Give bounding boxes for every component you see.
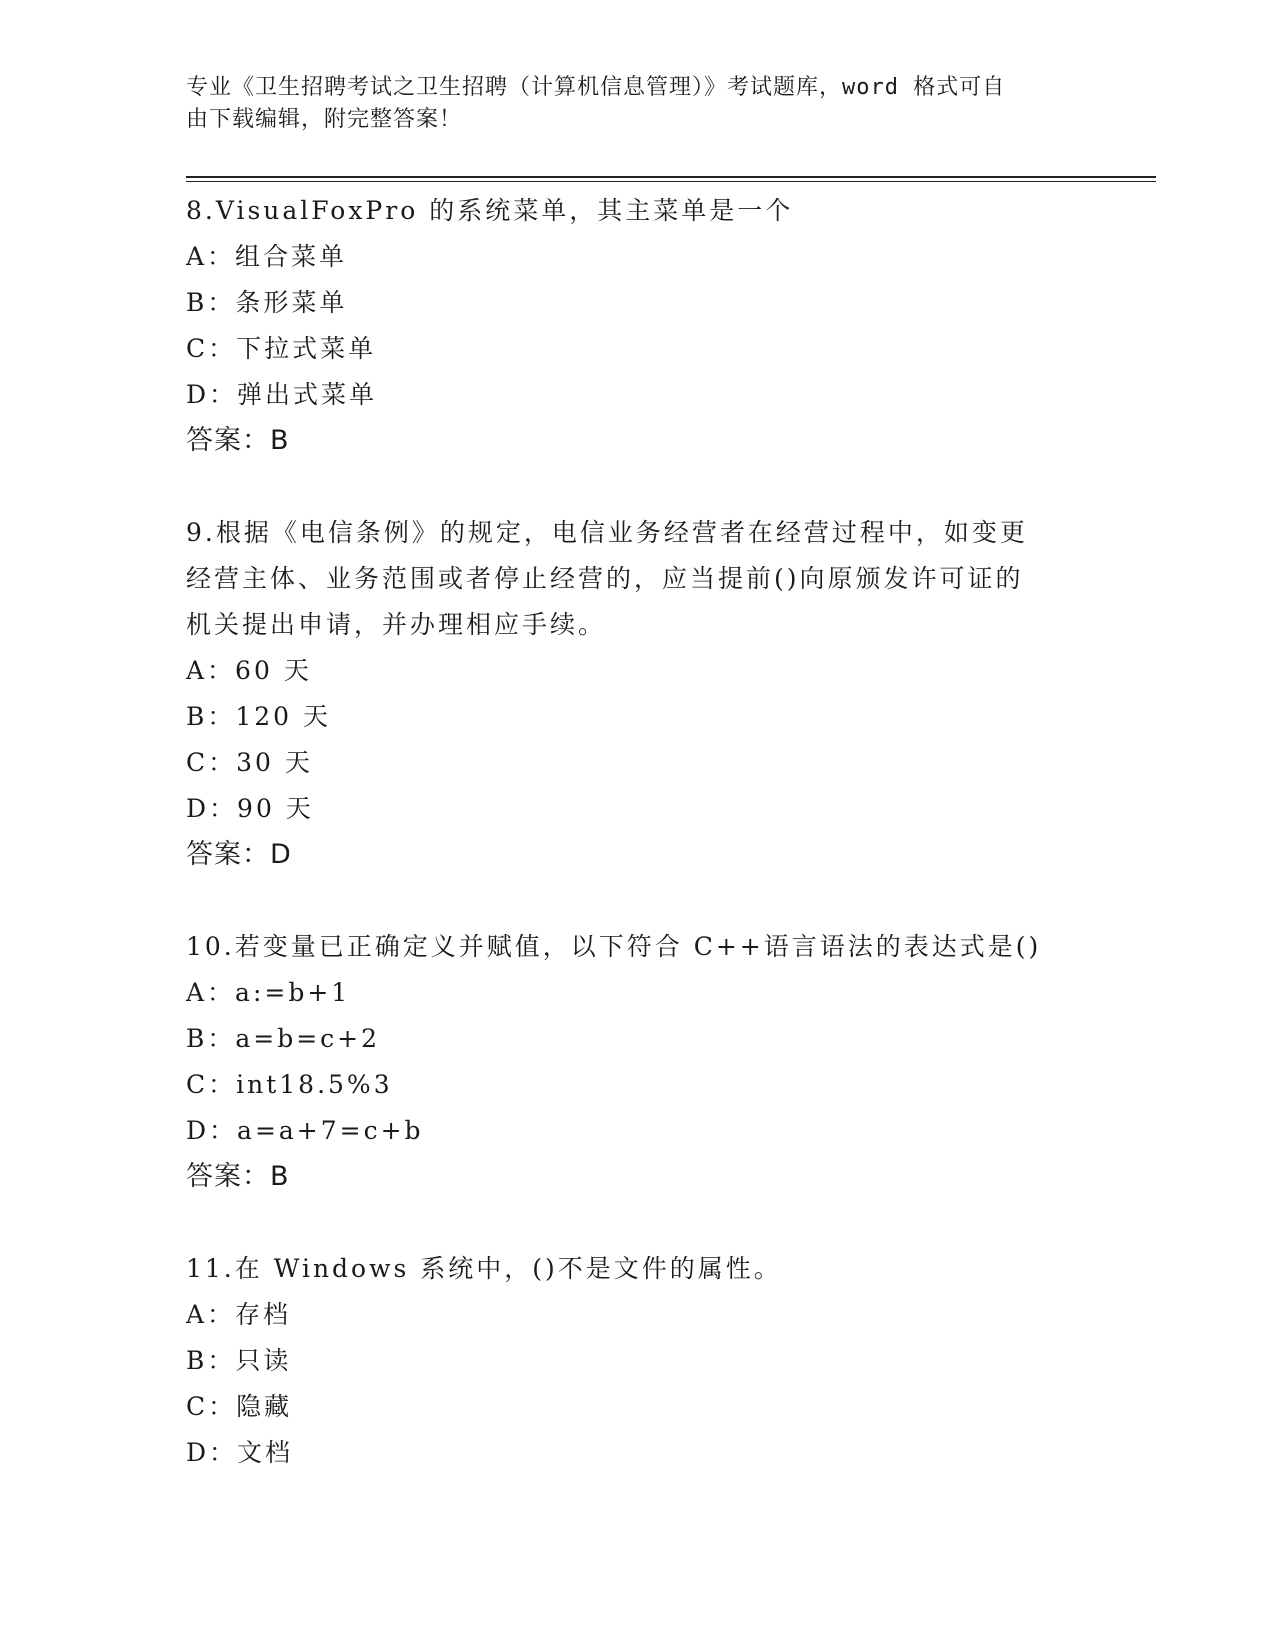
option-a: A：组合菜单 <box>186 242 348 271</box>
header-divider-thin <box>186 181 1156 182</box>
option-d: D：90 天 <box>186 794 314 823</box>
question-8 <box>186 188 1126 464</box>
header-line-2: 由下载编辑，附完整答案！ <box>186 107 463 132</box>
option-a: A：a:=b+1 <box>186 978 351 1007</box>
document-header <box>186 72 1086 136</box>
question-stem: 10.若变量已正确定义并赋值，以下符合 C++语言语法的表达式是() <box>186 932 1042 961</box>
spacer <box>186 464 1126 510</box>
question-stem-line-1: 9.根据《电信条例》的规定，电信业务经营者在经营过程中，如变更 <box>186 518 1028 547</box>
question-stem: 8.VisualFoxPro 的系统菜单，其主菜单是一个 <box>186 196 794 225</box>
answer: 答案：D <box>186 839 292 870</box>
option-c: C：下拉式菜单 <box>186 334 377 363</box>
question-list <box>186 188 1126 1476</box>
header-divider-thick <box>186 176 1156 178</box>
question-10 <box>186 924 1126 1200</box>
spacer <box>186 1200 1126 1246</box>
option-a: A：存档 <box>186 1300 292 1329</box>
header-line-1: 专业《卫生招聘考试之卫生招聘（计算机信息管理）》考试题库，word 格式可自 <box>186 75 1006 100</box>
option-a: A：60 天 <box>186 656 312 685</box>
option-b: B：a=b=c+2 <box>186 1024 381 1053</box>
option-d: D：弹出式菜单 <box>186 380 378 409</box>
option-b: B：条形菜单 <box>186 288 348 317</box>
option-d: D：a=a+7=c+b <box>186 1116 424 1145</box>
question-stem-line-2: 经营主体、业务范围或者停止经营的，应当提前()向原颁发许可证的 <box>186 564 1024 593</box>
spacer <box>186 878 1126 924</box>
option-b: B：120 天 <box>186 702 332 731</box>
question-11 <box>186 1246 1126 1476</box>
answer: 答案：B <box>186 1161 290 1192</box>
option-c: C：隐藏 <box>186 1392 293 1421</box>
question-9 <box>186 510 1126 878</box>
option-d: D：文档 <box>186 1438 294 1467</box>
option-c: C：30 天 <box>186 748 313 777</box>
question-stem: 11.在 Windows 系统中，()不是文件的属性。 <box>186 1254 782 1283</box>
answer: 答案：B <box>186 425 290 456</box>
option-c: C：int18.5%3 <box>186 1070 393 1099</box>
option-b: B：只读 <box>186 1346 292 1375</box>
question-stem-line-3: 机关提出申请，并办理相应手续。 <box>186 610 607 639</box>
